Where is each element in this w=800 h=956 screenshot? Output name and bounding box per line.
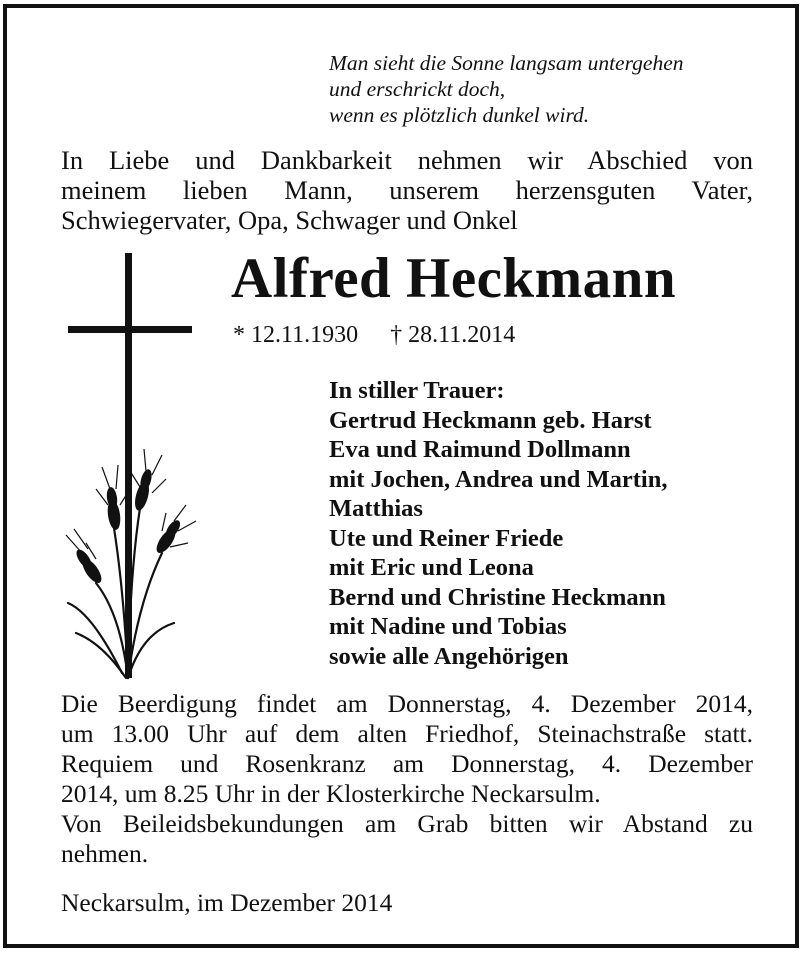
intro-line: Schwiegervater, Opa, Schwager und Onkel xyxy=(61,205,518,235)
funeral-details xyxy=(61,689,753,869)
funeral-line: nehmen. xyxy=(61,839,149,868)
funeral-line: Die Beerdigung findet am Donnerstag, 4. Dezember 2014, xyxy=(61,689,753,718)
funeral-line: 2014, um 8.25 Uhr in der Klosterkirche Neckarsulm. xyxy=(61,779,601,808)
poem-quote xyxy=(329,50,684,128)
mourner-line: Bernd und Christine Heckmann xyxy=(329,583,666,611)
mourner-line: mit Jochen, Andrea und Martin, xyxy=(329,465,668,493)
poem-line: und erschrickt doch, xyxy=(329,77,506,101)
mourner-line: mit Eric und Leona xyxy=(329,554,534,581)
funeral-line: um 13.00 Uhr auf dem alten Friedhof, Steinachstraße statt. xyxy=(61,719,753,748)
mourner-line: Eva und Raimund Dollmann xyxy=(329,436,631,463)
place-and-date: Neckarsulm, im Dezember 2014 xyxy=(61,888,393,917)
mourners-list xyxy=(329,376,668,671)
mourner-line: Matthias xyxy=(329,495,423,522)
intro-line: meinem lieben Mann, unserem herzensguten Vater, xyxy=(61,175,753,205)
mourners-heading: In stiller Trauer: xyxy=(329,377,505,404)
cross-with-wheat-icon xyxy=(62,253,212,683)
funeral-line: Von Beileidsbekundungen am Grab bitten wir Abstand zu xyxy=(61,809,753,838)
funeral-line: Requiem und Rosenkranz am Donnerstag, 4. Dezember xyxy=(61,749,753,778)
obituary-frame xyxy=(3,4,799,948)
poem-line: Man sieht die Sonne langsam untergehen xyxy=(329,51,684,75)
mourner-line: sowie alle Angehörigen xyxy=(329,642,569,670)
mourner-line: mit Nadine und Tobias xyxy=(329,613,567,640)
intro-text xyxy=(61,145,753,235)
birth-date: * 12.11.1930 xyxy=(233,322,359,348)
life-dates xyxy=(233,322,515,349)
death-date: † 28.11.2014 xyxy=(390,322,516,348)
intro-line: In Liebe und Dankbarkeit nehmen wir Abschied von xyxy=(61,145,753,175)
poem-line: wenn es plötzlich dunkel wird. xyxy=(329,103,590,127)
mourner-line: Gertrud Heckmann geb. Harst xyxy=(329,406,652,434)
mourner-line: Ute und Reiner Friede xyxy=(329,524,564,552)
deceased-name: Alfred Heckmann xyxy=(231,247,677,310)
